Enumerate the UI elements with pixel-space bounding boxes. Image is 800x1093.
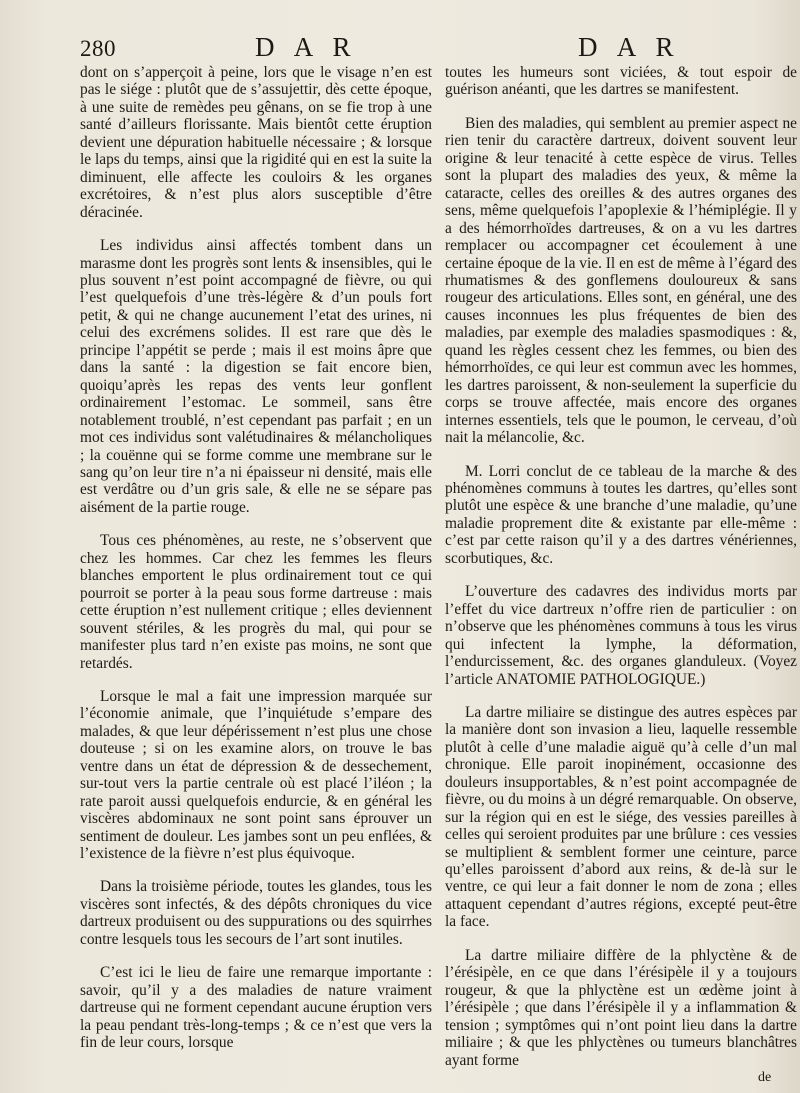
paragraph: Les individus ainsi affectés tombent dans un marasme dont les progrès sont lents & insensibles, qui le plus souvent n’est point accompagné de fièvre, ou qui l’est quelquefois d’une très-légère & d’un pouls fort petit, & qui ne change aucunement l’etat des urines, ni celui des excrémens solides. Il est rare que dès le principe l’appétit se perde ; mais il est moins âpre que dans la santé : la digestion se fait encore bien, quoiqu’après les repas des vents leur gonflent ordinairement l’estomac. Le sommeil, sans être notablement troublé, n’est cependant pas parfait ; en un mot ces individus sont valétudinaires & mélancholiques ; la couënne qui se forme comme une membrane sur le sang qu’on leur tire n’a ni épaisseur ni densité, mais elle est verdâtre ou d’un gris sale, & elle ne se sépare pas aisément de la partie rouge. [80,237,432,516]
paragraph: L’ouverture des cadavres des individus morts par l’effet du vice dartreux n’offre rien de particulier : on n’observe que les phénomènes communs à tous les virus qui infectent la lymphe, la déformation, l’endurcissement, &c. des organes glanduleux. (Voyez l’article ANATOMIE PATHOLOGIQUE.) [445,583,797,688]
left-column [80,64,432,1052]
paragraph: Lorsque le mal a fait une impression marquée sur l’économie animale, que l’inquiétude s’empare des malades, & que leur dépérissement n’est plus une chose douteuse ; si on les examine alors, on trouve le bas ventre dans un état de dépression & de dessechement, sur-tout vers la partie centrale où est placé l’iléon ; la rate paroit aussi quelquefois endurcie, & en général les viscères abdominaux ne sont point sans éprouver un sentiment de douleur. Les jambes sont un peu enflées, & l’existence de la fièvre n’est plus équivoque. [80,687,432,863]
paragraph: dont on s’apperçoit à peine, lors que le visage n’en est pas le siége : plutôt que de s’assujettir, dès cette époque, à une suite de remèdes peu gênans, on se fie trop à une santé d’ailleurs florissante. Mais bientôt cette éruption devient une dépuration habituelle nécessaire ; & lorsque le laps du temps, ainsi que la rigidité qui en est la suite la diminuent, elle affecte les couloirs & les organes excrétoires, & n’est plus alors susceptible d’être déracinée. [80,64,432,221]
right-column [445,64,797,1069]
running-head-left: D A R [255,32,358,62]
paragraph: Bien des maladies, qui semblent au premier aspect ne rien tenir du caractère dartreux, doivent souvent leur origine & leur tenacité à cette espèce de virus. Telles sont la plupart des maladies des yeux, & même la cataracte, celles des oreilles & des autres organes des sens, même quelquefois l’apoplexie & l’hémiplégie. Il y a des hémorrhoïdes dartreuses, & on a vu les dartres remplacer ou accompagner cet écoulement à une certaine époque de la vie. Il en est de même à l’égard des rhumatismes & des gonflemens douloureux & sans rougeur des articulations. Elles sont, en général, une des causes inconnues les plus fréquentes de bien des maladies, par exemple des maladies spasmodiques : &, quand les règles cessent chez les femmes, ou bien des hémorrhoïdes, ce qui leur est commun avec les hommes, les dartres paroissent, & non-seulement la superficie du corps se trouve affectée, mais encore des organes internes essentiels, tels que le poumon, le cerveau, d’où nait la mélancolie, &c. [445,114,797,447]
paragraph: Dans la troisième période, toutes les glandes, tous les viscères sont infectés, & des dépôts chroniques du vice dartreux produisent ou des suppurations ou des squirrhes contre lesquels tous les secours de l’art sont inutiles. [80,878,432,948]
paragraph: La dartre miliaire diffère de la phlyctène & de l’érésipèle, en ce que dans l’érésipèle il y a toujours rougeur, & que la phlyctène est un œdème joint à l’érésipèle ; que dans l’érésipèle il y a inflammation & tension ; symptômes qui n’ont point lieu dans la dartre miliaire ; & que les phlyctènes ou tumeurs blanchâtres ayant forme [445,946,797,1069]
paragraph: toutes les humeurs sont viciées, & tout espoir de guérison anéanti, que les dartres se manifestent. [445,64,797,99]
running-head-right: D A R [578,32,681,62]
page-header [0,32,800,66]
catchword: de [758,1070,772,1085]
paragraph: C’est ici le lieu de faire une remarque importante : savoir, qu’il y a des maladies de nature vraiment dartreuse qui ne forment cependant aucune éruption vers la peau pendant très-long-temps ; & ce n’est que vers la fin de leur cours, lorsque [80,964,432,1052]
paragraph: M. Lorri conclut de ce tableau de la marche & des phénomènes communs à toutes les dartres, qu’elles sont plutôt une espèce & une branche d’une maladie, qu’une maladie proprement dite & existante par elle-même : c’est par cette raison qu’il y a des dartres vénériennes, scorbutiques, &c. [445,462,797,567]
paragraph: La dartre miliaire se distingue des autres espèces par la manière dont son invasion a lieu, laquelle ressemble plutôt à celle d’une maladie aiguë qu’à celle d’un mal chronique. Elle paroit inopinément, occasionne des douleurs insupportables, & n’est point accompagnée de fièvre, ou du moins à un dégré remarquable. On observe, sur la région qui en est le siége, des vessies pareilles à celles qui seroient produites par une brûlure : ces vessies se multiplient & semblent former une ceinture, parce qu’elles paroissent d’abord aux reins, & de-là sur le ventre, ce qui leur a fait donner le nom de zona ; elles attaquent cependant d’autres régions, excepté peut-être la face. [445,703,797,931]
page-number: 280 [80,36,116,61]
paragraph: Tous ces phénomènes, au reste, ne s’observent que chez les hommes. Car chez les femmes les fleurs blanches emportent le plus ordinairement tout ce qui pourroit se porter à la peau sous forme dartreuse : mais cette éruption n’est nullement critique ; elles deviennent souvent stériles, & les progrès du mal, qui pour se manifester plus tard n’en existe pas moins, ne sont que retardés. [80,532,432,672]
